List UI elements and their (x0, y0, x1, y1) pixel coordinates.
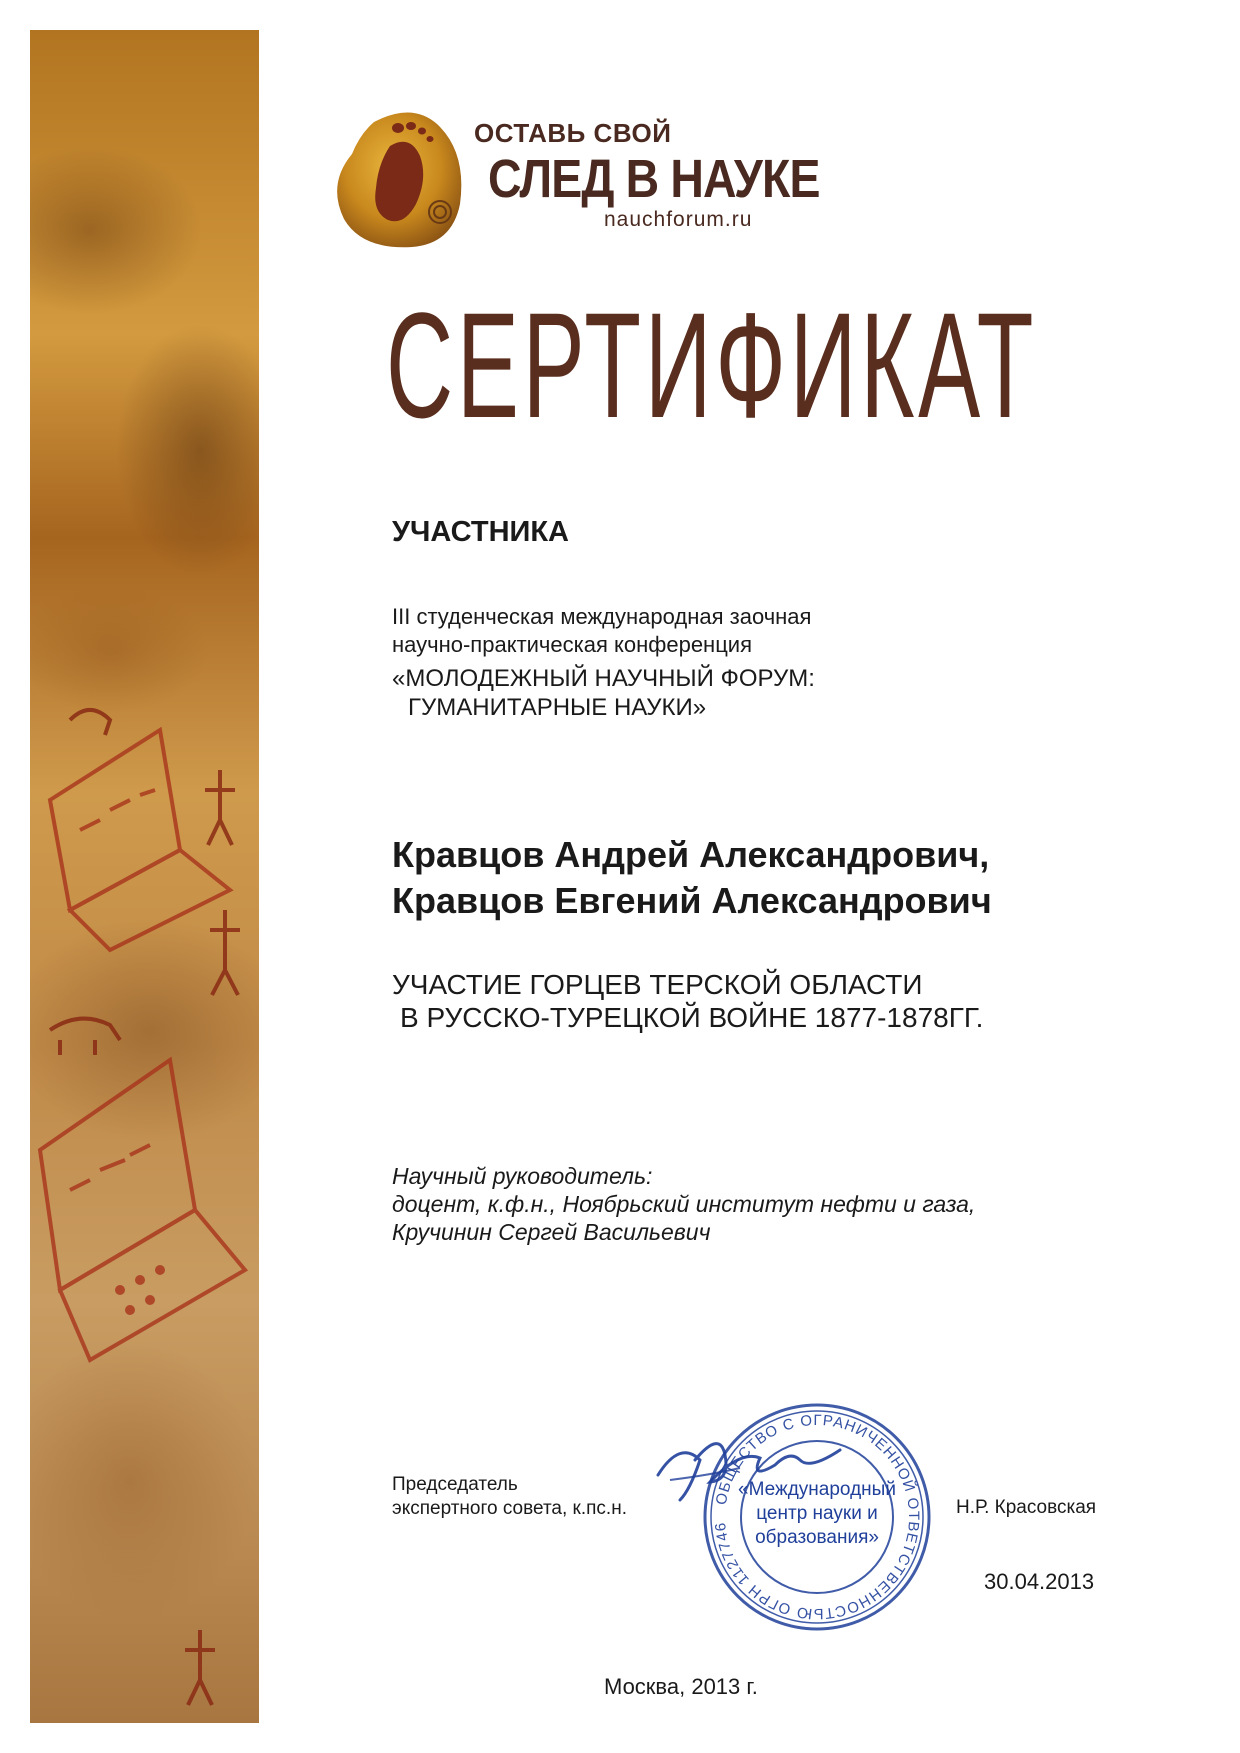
stamp-ring-text: ОБЩЕСТВО С ОГРАНИЧЕННОЙ ОТВЕТСТВЕННОСТЬЮ ОГРН 1127746 (712, 1411, 923, 1623)
chair-title (392, 1473, 627, 1521)
footprint-stone-icon (332, 104, 472, 254)
author-name: Кравцов Евгений Александрович (392, 880, 992, 921)
logo-url: nauchforum.ru (604, 208, 753, 231)
author-name: Кравцов Андрей Александрович, (392, 834, 990, 875)
rock-art-drawings (30, 30, 259, 1723)
conference-line: III студенческая международная заочная (392, 604, 812, 629)
stamp-line: «Международный (738, 1479, 896, 1500)
topic-line: В РУССКО-ТУРЕЦКОЙ ВОЙНЕ 1877-1878ГГ. (400, 1002, 984, 1033)
author-names (392, 832, 992, 924)
forum-name (392, 664, 815, 722)
supervisor-label: Научный руководитель: (392, 1163, 653, 1189)
issue-place: Москва, 2013 г. (604, 1674, 758, 1699)
conference-description (392, 603, 815, 722)
paper-topic (392, 968, 983, 1034)
stamp-line: образования» (755, 1527, 879, 1548)
forum-line: ГУМАНИТАРНЫЕ НАУКИ» (408, 694, 707, 721)
supervisor-credentials: доцент, к.ф.н., Ноябрьский институт нефти и газа, (392, 1191, 976, 1217)
supervisor-info (392, 1162, 975, 1246)
signer-name: Н.Р. Красовская (956, 1497, 1097, 1518)
topic-line: УЧАСТИЕ ГОРЦЕВ ТЕРСКОЙ ОБЛАСТИ (392, 969, 923, 1000)
decorative-rock-art-strip (30, 30, 259, 1723)
issue-date: 30.04.2013 (984, 1569, 1095, 1594)
supervisor-name: Кручинин Сергей Васильевич (392, 1219, 711, 1245)
organization-logo (332, 104, 820, 254)
conference-line: научно-практическая конференция (392, 632, 753, 657)
stamp-line: центр науки и (756, 1503, 878, 1524)
chair-line: экспертного совета, к.пс.н. (392, 1498, 627, 1519)
participant-label: УЧАСТНИКА (392, 516, 570, 548)
logo-name: СЛЕД В НАУКЕ (488, 149, 820, 209)
forum-line: «МОЛОДЕЖНЫЙ НАУЧНЫЙ ФОРУМ: (392, 665, 815, 692)
chair-line: Председатель (392, 1474, 518, 1495)
handwritten-signature (650, 1420, 850, 1510)
logo-tagline: ОСТАВЬ СВОЙ (474, 118, 672, 148)
certificate-title: СЕРТИФИКАТ (386, 281, 1038, 449)
